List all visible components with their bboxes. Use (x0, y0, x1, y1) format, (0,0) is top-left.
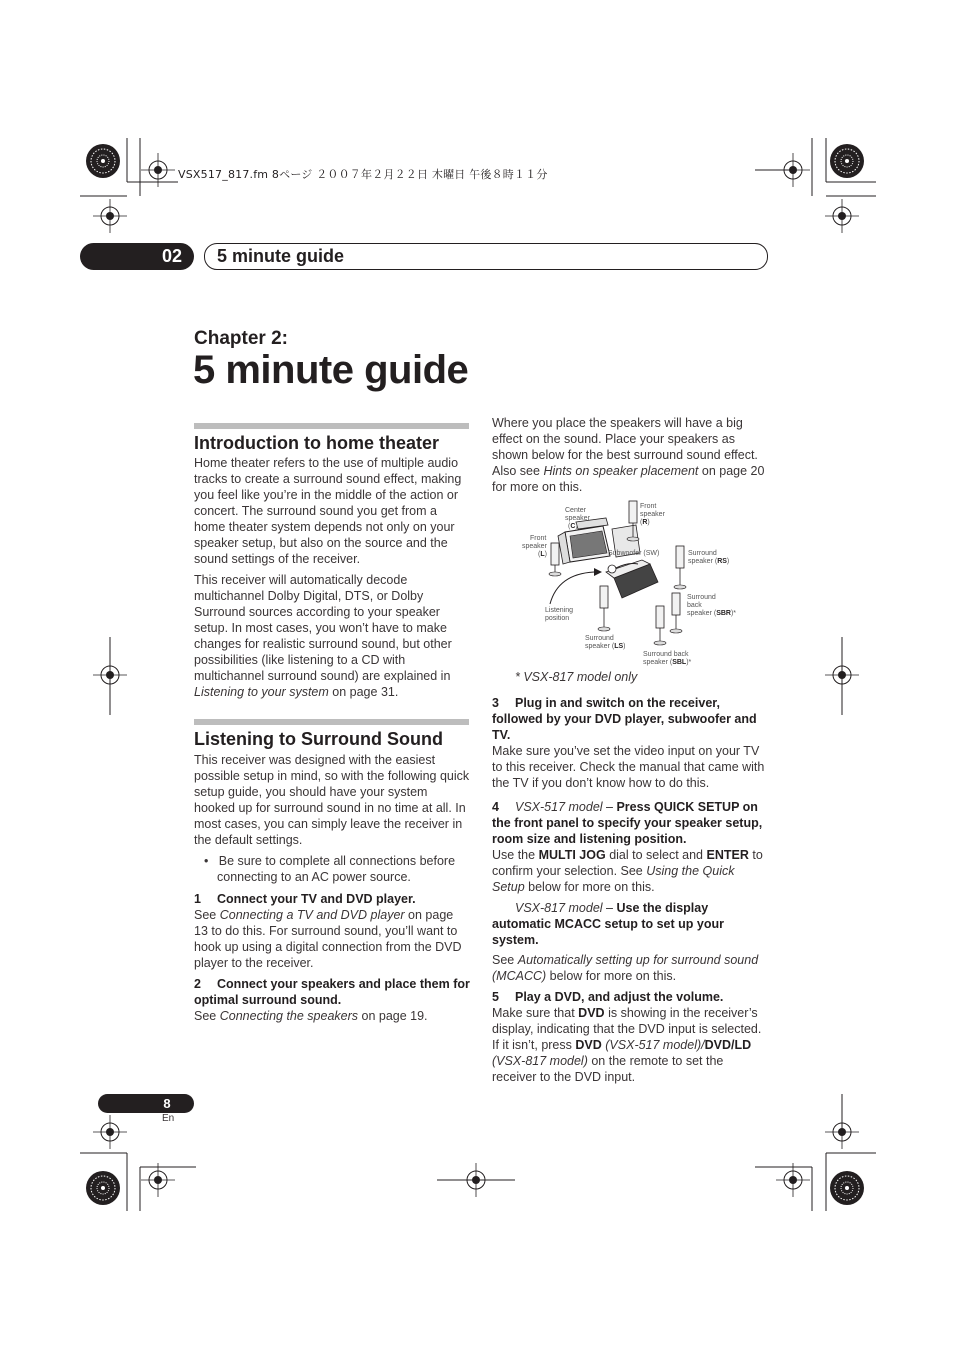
text: is showing in the receiver’s display, indicating that the DVD input is selected. If it isn’t, press (492, 1006, 762, 1052)
header-title: 5 minute guide (217, 246, 345, 266)
front-right-label: speaker (640, 511, 665, 518)
registration-mark (776, 1163, 810, 1197)
step-number: 4 (492, 800, 499, 814)
section-bar (194, 423, 469, 429)
surround-back-left-label: Surround back (643, 651, 689, 658)
file-header: VSX517_817.fm 8ページ ２００７年２月２２日 木曜日 午後８時１１分 (178, 168, 548, 181)
text: on page 31. (332, 685, 399, 699)
text: Connect your TV and DVD player. (217, 892, 416, 906)
paragraph (492, 952, 768, 984)
front-left-speaker (549, 543, 561, 576)
registration-star-mark (830, 144, 864, 178)
surround-back-left-speaker (654, 606, 666, 645)
bullet-item: • Be sure to complete all connections before connecting to an AC power source. (204, 854, 456, 884)
cross-reference: Hints on speaker placement (543, 464, 699, 478)
paragraph: This receiver was designed with the easiest possible setup in mind, so with the following quick setup guide, you should have your system hooked up for surround sound in no time at all. In most cases, you can simply leave the receiver in the default settings. (194, 753, 470, 847)
text: below for more on this. (549, 969, 677, 983)
step-heading (492, 799, 768, 847)
surround-back-left-label: speaker (SBL)* (643, 659, 692, 666)
step-heading (194, 976, 470, 1008)
paragraph (492, 847, 768, 895)
paragraph (492, 415, 766, 495)
text: See (194, 908, 217, 922)
text: – (602, 901, 617, 915)
text: Make sure that (492, 1006, 575, 1020)
registration-mark (93, 1115, 127, 1149)
cross-reference: Connecting the speakers (219, 1009, 359, 1023)
cross-reference: Connecting a TV and DVD player (219, 908, 405, 922)
step-number: 1 (194, 892, 201, 906)
text: See (492, 953, 515, 967)
center-speaker-label: (C) (568, 523, 578, 530)
section-bar (194, 719, 469, 725)
speaker-placement-diagram (518, 498, 748, 668)
step-number: 2 (194, 977, 201, 991)
tv-illustration (558, 526, 610, 564)
text: See (194, 1009, 217, 1023)
center-speaker-label: Center (565, 507, 587, 514)
chapter-title: 5 minute guide (193, 348, 469, 392)
surround-left-speaker (598, 586, 610, 631)
section-heading: Introduction to home theater (194, 433, 439, 453)
page-language: En (162, 1113, 175, 1124)
text: dial to select and (609, 848, 704, 862)
cross-reference: Automatically setting up for surround sound (MCACC) (492, 953, 759, 983)
text: on page 19. (361, 1009, 428, 1023)
model-label: (VSX-517 model)/ (605, 1038, 705, 1052)
surround-back-right-label: Surround (687, 594, 716, 601)
steps-text (492, 695, 768, 1090)
footnote: * VSX-817 model only (515, 670, 638, 684)
step-heading (492, 900, 768, 948)
paragraph (194, 572, 470, 700)
key-label: MULTI JOG (538, 848, 606, 862)
surround-text (194, 752, 470, 1029)
text: – (602, 800, 617, 814)
paragraph: Home theater refers to the use of multiple audio tracks to create a surround sound effect, making you feel like you’re in the middle of the action or concert. The surround sound you get from a home theater system depends not only on your speaker setup, but also on the source and the sound settings of the receiver. (194, 456, 462, 566)
front-left-label: speaker (522, 543, 547, 550)
surround-right-speaker (674, 546, 686, 589)
surround-right-label: speaker (RS) (688, 558, 730, 565)
text: Use the (492, 848, 536, 862)
text: Play a DVD, and adjust the volume. (515, 990, 724, 1004)
text: This receiver will automatically decode multichannel Dolby Digital, DTS, or Dolby Surround sources according to your speaker setup. In most cases, you won’t have to make changes for realistic surround sound, but other possibilities (like listening to a CD with multichannel surround sound) are explained in (194, 573, 452, 683)
front-right-label: Front (640, 503, 657, 510)
text: to confirm your selection. See (492, 848, 763, 878)
placement-text (492, 415, 766, 500)
text: Use the display automatic MCACC setup to set up your system. (492, 901, 724, 947)
step-number: 3 (492, 696, 499, 710)
registration-mark (825, 199, 859, 233)
paragraph (194, 907, 470, 971)
registration-star-mark (830, 1171, 864, 1205)
intro-text (194, 455, 470, 705)
key-label: DVD/LD (704, 1038, 752, 1052)
paragraph (194, 1008, 470, 1024)
surround-left-label: Surround (585, 635, 614, 642)
surround-right-label: Surround (688, 550, 717, 557)
surround-back-right-speaker (670, 593, 682, 633)
surround-left-label: speaker (LS) (585, 643, 626, 650)
text: on page 13 to do this. For surround sound, you’ll want to hook up using a digital connection from the DVD player to the receiver. (194, 908, 462, 970)
registration-star-mark (86, 144, 120, 178)
subwoofer-label: Subwoofer (SW) (608, 550, 660, 557)
step-heading (194, 891, 470, 907)
cross-reference: Using the Quick Setup (492, 864, 735, 894)
registration-mark (776, 153, 810, 187)
model-label: VSX-517 model (515, 800, 603, 814)
text: on the remote to set the receiver to the DVD input. (492, 1054, 724, 1084)
text: Be sure to complete all connections before connecting to an AC power source. (217, 854, 456, 884)
text: below for more on this. (528, 880, 655, 894)
sofa-listening-position (606, 560, 658, 598)
step-number: 5 (492, 990, 499, 1004)
cross-reference: Listening to your system (194, 685, 329, 699)
text: Where you place the speakers will have a big effect on the sound. Place your speakers as shown below for the best surround sound effect. Also see (492, 416, 758, 478)
paragraph: Make sure you’ve set the video input on your TV to this receiver. Check the manual that came with the TV if you don’t know how to do this. (492, 744, 765, 790)
key-label: DVD (578, 1006, 605, 1020)
page-number: 8 (163, 1096, 171, 1111)
model-label: VSX-817 model (515, 901, 603, 915)
section-heading: Listening to Surround Sound (194, 729, 443, 749)
step-heading (492, 989, 768, 1005)
key-label: DVD (575, 1038, 602, 1052)
registration-star-mark (86, 1171, 120, 1205)
front-right-label: (R) (640, 519, 650, 526)
front-left-label: Front (530, 535, 547, 542)
surround-back-right-label: back (687, 602, 702, 609)
listening-position-label: Listening (545, 607, 574, 614)
front-left-label: (L) (538, 551, 547, 558)
text: Press QUICK SETUP on the front panel to specify your speaker setup, room size and listening position. (492, 800, 763, 846)
chapter-label: Chapter 2: (194, 328, 288, 349)
text: Plug in and switch on the receiver, followed by your DVD player, subwoofer and TV. (492, 696, 757, 742)
text: on page 20 for more on this. (492, 464, 765, 494)
paragraph (492, 1005, 768, 1085)
step-heading (492, 695, 768, 743)
registration-mark (141, 1163, 175, 1197)
listening-position-label: position (545, 615, 570, 622)
center-speaker-label: speaker (565, 515, 590, 522)
chapter-number: 02 (161, 246, 183, 266)
surround-back-right-label: speaker (SBR)* (687, 610, 737, 617)
model-label: (VSX-817 model) (492, 1054, 588, 1068)
key-label: ENTER (706, 848, 749, 862)
listening-arrow (550, 572, 594, 604)
registration-mark (93, 199, 127, 233)
text: Connect your speakers and place them for optimal surround sound. (194, 977, 470, 1007)
